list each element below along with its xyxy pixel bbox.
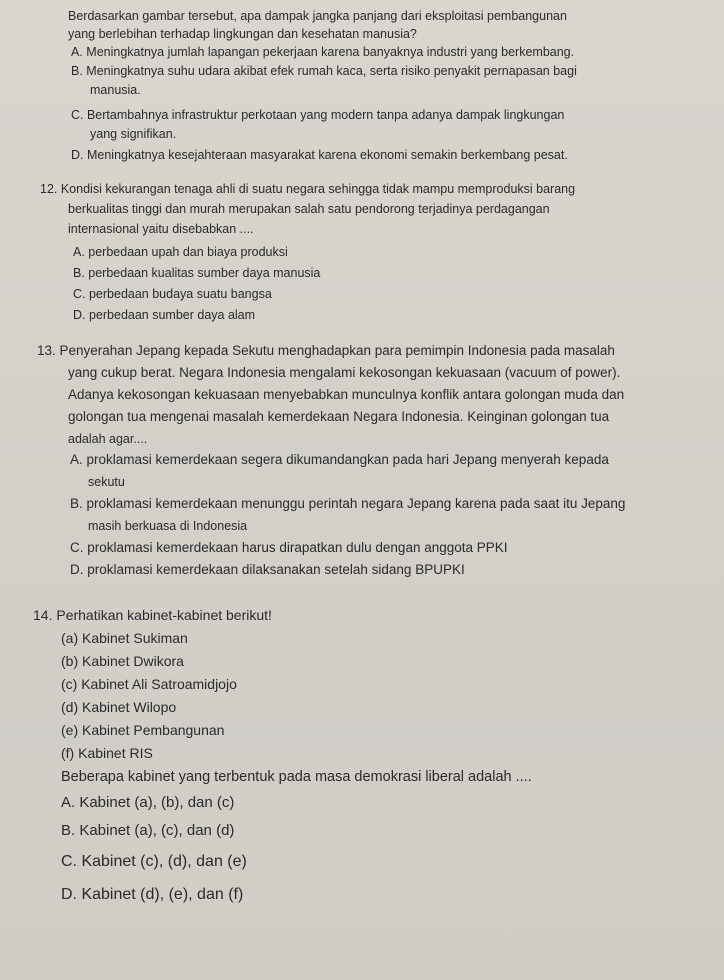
q12-stem-line: 12. Kondisi kekurangan tenaga ahli di suatu negara sehingga tidak mampu memproduksi barang (40, 182, 576, 196)
q11-stem-line: yang berlebihan terhadap lingkungan dan kesehatan manusia? (68, 27, 417, 41)
q14-item-b: (b) Kabinet Dwikora (61, 653, 184, 669)
q11-option-b-cont: manusia. (90, 83, 141, 97)
q14-option-c: C. Kabinet (c), (d), dan (e) (61, 853, 247, 870)
q13-stem-line: adalah agar.... (68, 432, 148, 446)
q12-stem-line: internasional yaitu disebabkan .... (68, 222, 254, 236)
q13-stem-line: golongan tua mengenai masalah kemerdekaan Negara Indonesia. Keinginan golongan tua (68, 409, 610, 424)
q12-stem-line: berkualitas tinggi dan murah merupakan salah satu pendorong terjadinya perdagangan (68, 202, 550, 216)
q14-option-a: A. Kabinet (a), (b), dan (c) (61, 794, 235, 811)
q14-item-a: (a) Kabinet Sukiman (61, 630, 188, 646)
q11-option-c-cont: yang signifikan. (90, 127, 177, 141)
q14-item-f: (f) Kabinet RIS (61, 745, 153, 761)
q12-option-d: D. perbedaan sumber daya alam (73, 308, 256, 322)
q14-question: Beberapa kabinet yang terbentuk pada masa demokrasi liberal adalah .... (61, 769, 532, 785)
q13-option-d: D. proklamasi kemerdekaan dilaksanakan setelah sidang BPUPKI (70, 562, 465, 577)
q14-item-d: (d) Kabinet Wilopo (61, 699, 177, 715)
q11-option-a: A. Meningkatnya jumlah lapangan pekerjaan karena banyaknya industri yang berkembang. (71, 45, 575, 59)
q12-option-a: A. perbedaan upah dan biaya produksi (73, 245, 288, 259)
q13-option-a-cont: sekutu (88, 475, 125, 489)
q14-option-b: B. Kabinet (a), (c), dan (d) (61, 822, 235, 839)
q13-option-a: A. proklamasi kemerdekaan segera dikumandangkan pada hari Jepang menyerah kepada (70, 452, 609, 467)
q12-option-c: C. perbedaan budaya suatu bangsa (73, 287, 272, 301)
q13-option-b-cont: masih berkuasa di Indonesia (88, 519, 248, 533)
q13-option-c: C. proklamasi kemerdekaan harus dirapatkan dulu dengan anggota PPKI (70, 540, 508, 555)
q14-title: 14. Perhatikan kabinet-kabinet berikut! (33, 607, 272, 623)
q13-stem-line: 13. Penyerahan Jepang kepada Sekutu menghadapkan para pemimpin Indonesia pada masalah (37, 343, 615, 358)
q12-option-b: B. perbedaan kualitas sumber daya manusia (73, 266, 321, 280)
q11-option-b: B. Meningkatnya suhu udara akibat efek rumah kaca, serta risiko penyakit pernapasan bagi (71, 64, 577, 78)
q11-option-d: D. Meningkatnya kesejahteraan masyarakat karena ekonomi semakin berkembang pesat. (71, 148, 568, 162)
q13-stem-line: Adanya kekosongan kekuasaan menyebabkan munculnya konflik antara golongan muda dan (68, 387, 625, 402)
q11-stem-line: Berdasarkan gambar tersebut, apa dampak jangka panjang dari eksploitasi pembangunan (68, 9, 567, 23)
q13-option-b: B. proklamasi kemerdekaan menunggu perintah negara Jepang karena pada saat itu Jepang (70, 496, 626, 511)
q14-item-c: (c) Kabinet Ali Satroamidjojo (61, 676, 237, 692)
q11-option-c: C. Bertambahnya infrastruktur perkotaan yang modern tanpa adanya dampak lingkungan (71, 108, 565, 122)
q13-stem-line: yang cukup berat. Negara Indonesia mengalami kekosongan kekuasaan (vacuum of power). (68, 365, 621, 380)
q14-item-e: (e) Kabinet Pembangunan (61, 722, 225, 738)
q14-option-d: D. Kabinet (d), (e), dan (f) (61, 886, 244, 903)
